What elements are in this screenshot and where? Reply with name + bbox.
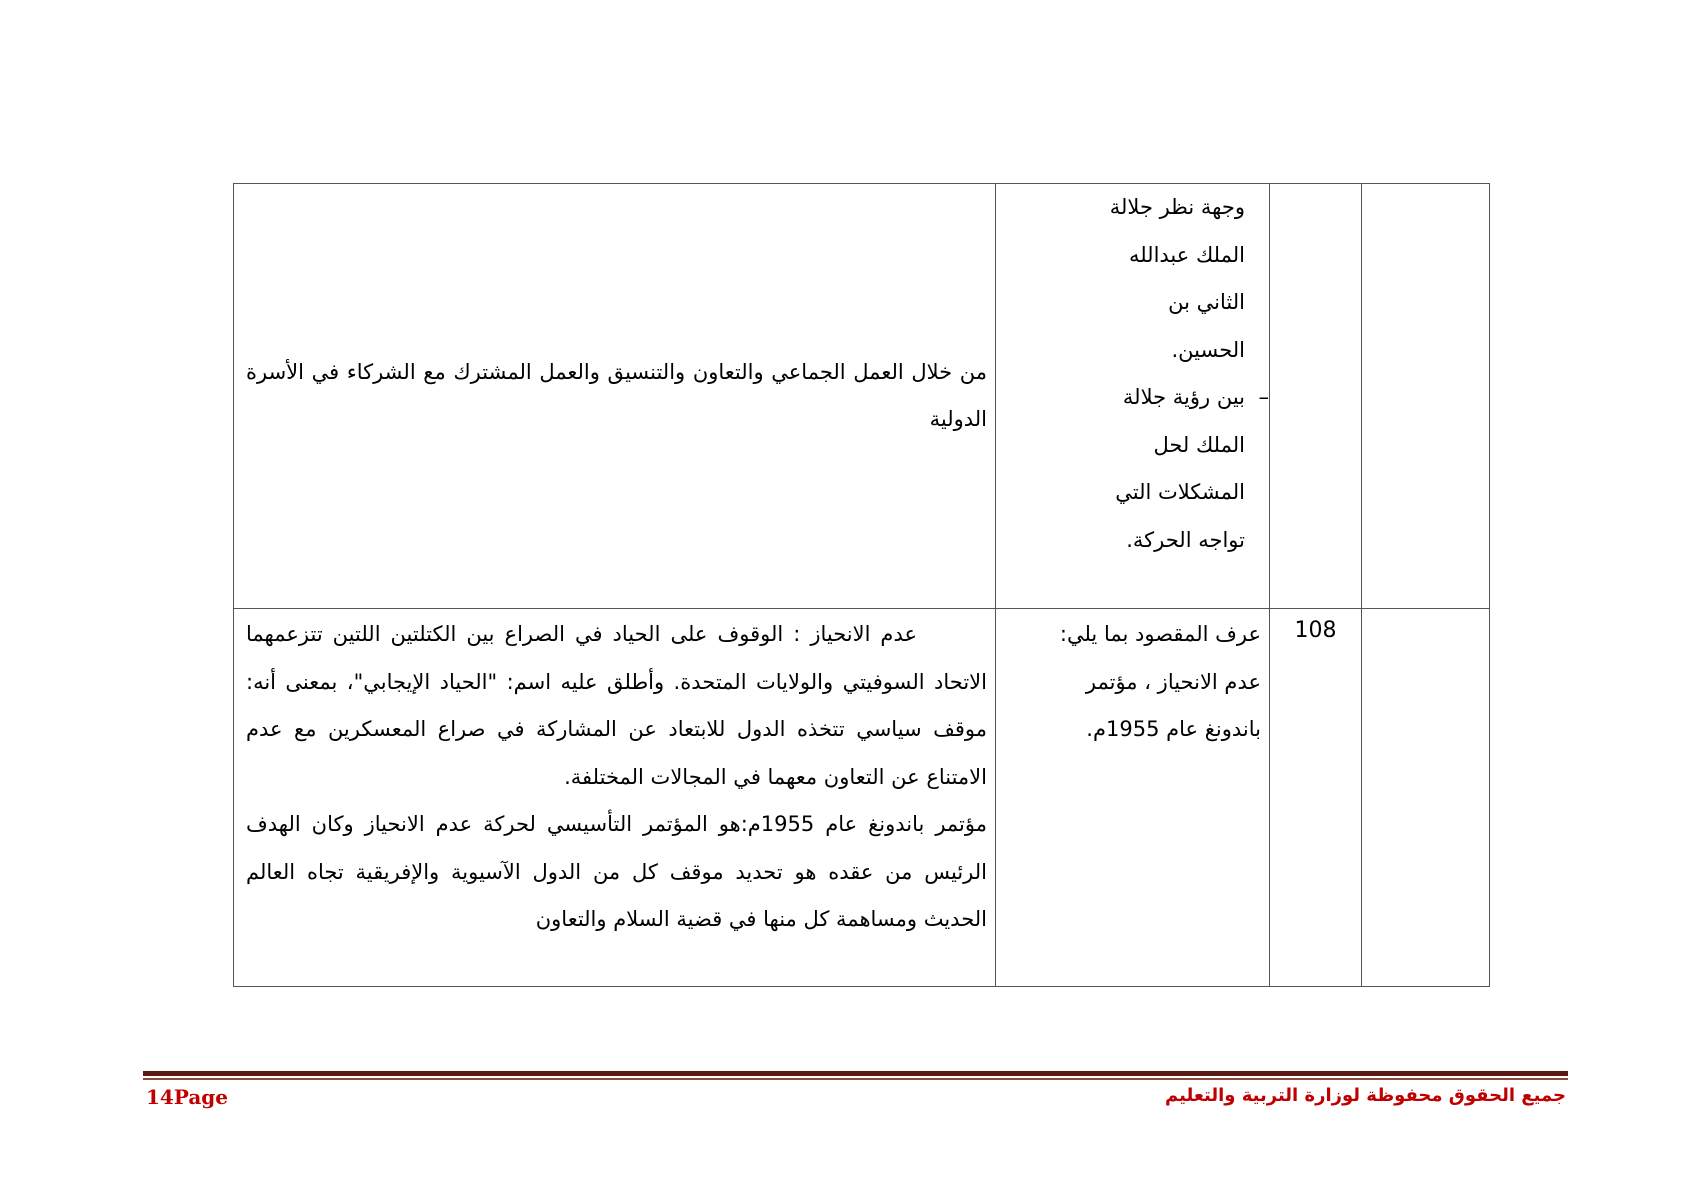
answer-table [233, 183, 1490, 987]
footer-rule-thick [143, 1071, 1568, 1076]
question-cell [996, 609, 1270, 987]
table-row [234, 609, 1490, 987]
question-cell [996, 184, 1270, 609]
question-line: عرف المقصود بما يلي: [1059, 622, 1261, 646]
page-number: 14Page [146, 1085, 229, 1109]
question-text [996, 609, 1269, 754]
answer-paragraph: مؤتمر باندونغ عام 1955م:هو المؤتمر التأسيسي لحركة عدم الانحياز وكان الهدف الرئيس من عقده هو تحديد موقف كل من الدول الآسيوية والإفريقية تجاه العالم الحديث ومساهمة كل منها في قضية السلام والتعاون [246, 812, 987, 931]
copyright-notice: جميع الحقوق محفوظة لوزارة التربية والتعليم [1165, 1085, 1566, 1106]
question-number-cell [1270, 184, 1362, 609]
question-line: بين رؤية جلالة [1122, 385, 1245, 409]
blank-cell [1362, 609, 1490, 987]
answer-cell [234, 184, 996, 609]
paragraph-indent [917, 622, 987, 646]
question-line: وجهة نظر جلالة [1109, 195, 1245, 219]
answer-table-container [233, 183, 1487, 986]
question-number: 108 [1294, 618, 1337, 643]
question-bullet-line [1006, 374, 1269, 422]
answer-text: من خلال العمل الجماعي والتعاون والتنسيق والعمل المشترك مع الشركاء في الأسرة الدولية [246, 359, 987, 431]
question-line: الثاني بن [1168, 290, 1245, 314]
footer-rule-thin [143, 1078, 1568, 1080]
bullet-dash: – [1258, 385, 1269, 409]
blank-cell [1362, 184, 1490, 609]
question-line: باندونغ عام 1955م. [1086, 717, 1261, 741]
answer-cell [234, 609, 996, 987]
question-line: المشكلات التي [1115, 480, 1245, 504]
question-number-cell [1270, 609, 1362, 987]
question-line: الحسين. [1171, 337, 1245, 362]
question-text [996, 184, 1269, 564]
question-line: عدم الانحياز ، مؤتمر [1085, 669, 1261, 694]
answer-paragraph-text: عدم الانحياز : الوقوف على الحياد في الصراع بين الكتلتين اللتين تتزعمهما الاتحاد السوفيتي والولايات المتحدة. وأطلق عليه اسم: "الحياد الإيجابي"، بمعنى أنه: موقف سياسي تتخذه الدول للابتعاد عن المشاركة في صراع المعسكرين مع عدم الامتناع عن التعاون معهما في المجالات المختلفة. [246, 622, 987, 789]
question-line: الملك عبدالله [1128, 242, 1245, 267]
question-line: تواجه الحركة. [1126, 527, 1245, 552]
answer-text [234, 609, 995, 944]
answer-paragraph [246, 611, 987, 801]
table-row [234, 184, 1490, 609]
question-number [1270, 184, 1361, 188]
question-line: الملك لحل [1153, 432, 1245, 457]
